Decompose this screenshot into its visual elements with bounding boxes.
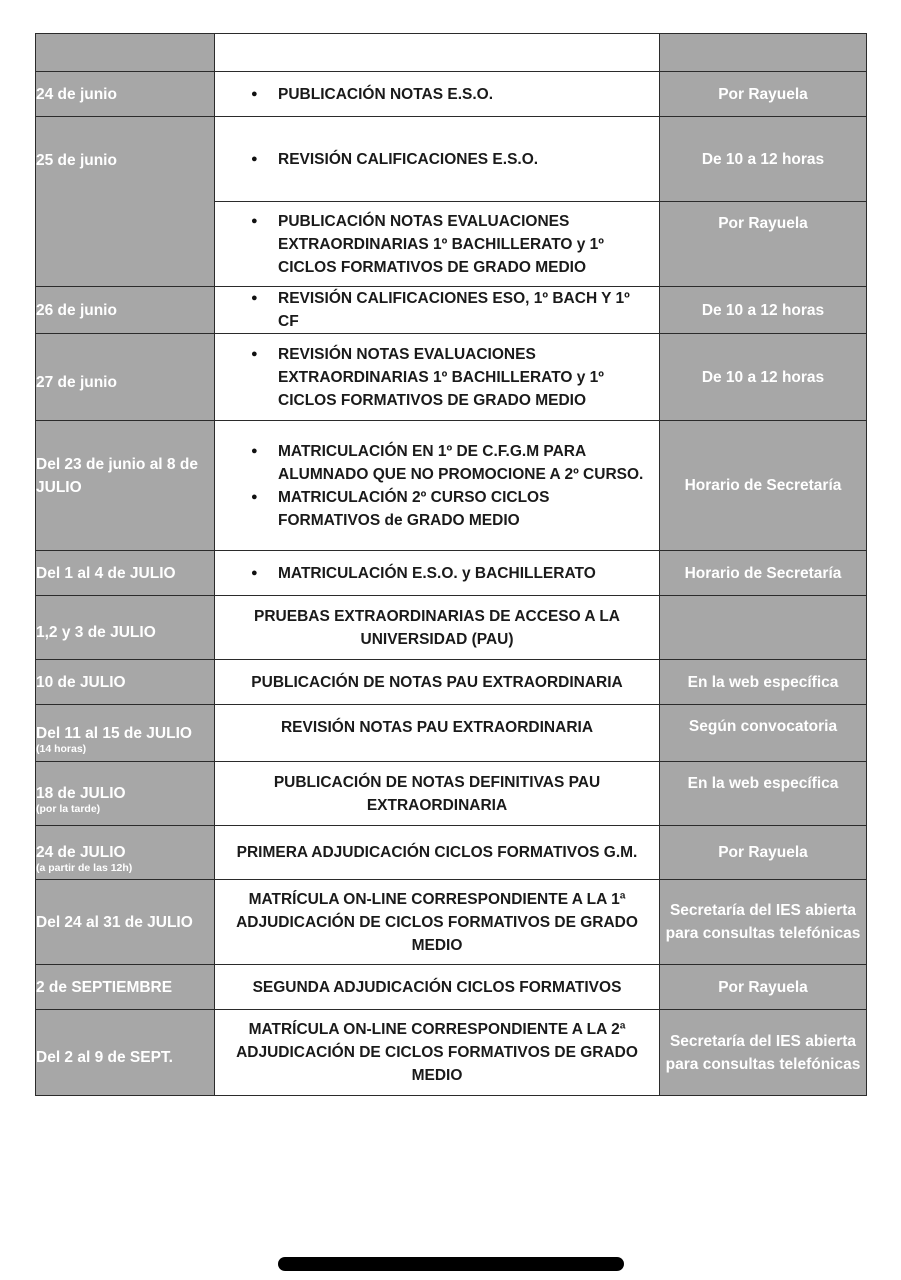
info-cell: Por Rayuela — [660, 202, 867, 287]
activity-cell: MATRÍCULA ON-LINE CORRESPONDIENTE A LA 2ª ADJUDICACIÓN DE CICLOS FORMATIVOS DE GRADO MEDIO — [215, 1010, 660, 1096]
activity-cell: REVISIÓN NOTAS PAU EXTRAORDINARIA — [215, 705, 660, 762]
list-item: ● MATRICULACIÓN 2º CURSO CICLOS FORMATIVOS de GRADO MEDIO — [278, 486, 649, 532]
activity-cell — [215, 72, 660, 117]
info-cell: Secretaría del IES abierta para consultas telefónicas — [660, 880, 867, 965]
header-cell-info — [660, 34, 867, 72]
activity-cell: SEGUNDA ADJUDICACIÓN CICLOS FORMATIVOS — [215, 965, 660, 1010]
info-cell: Horario de Secretaría — [660, 551, 867, 596]
activity-cell — [215, 117, 660, 202]
date-cell: 24 de JULIO (a partir de las 12h) — [36, 826, 215, 880]
info-cell: Según convocatoria — [660, 705, 867, 762]
activity-cell: MATRÍCULA ON-LINE CORRESPONDIENTE A LA 1ª ADJUDICACIÓN DE CICLOS FORMATIVOS DE GRADO MEDIO — [215, 880, 660, 965]
date-cell: 1,2 y 3 de JULIO — [36, 596, 215, 660]
info-cell: En la web específica — [660, 762, 867, 826]
header-cell-date — [36, 34, 215, 72]
info-cell: De 10 a 12 horas — [660, 287, 867, 334]
header-cell-activity — [215, 34, 660, 72]
list-item: ● PUBLICACIÓN NOTAS E.S.O. — [278, 83, 649, 106]
date-cell: Del 11 al 15 de JULIO (14 horas) — [36, 705, 215, 762]
table-row — [36, 72, 867, 117]
date-cell: 26 de junio — [36, 287, 215, 334]
date-cell: 27 de junio — [36, 334, 215, 421]
info-cell: En la web específica — [660, 660, 867, 705]
list-item: ● PUBLICACIÓN NOTAS EVALUACIONES EXTRAORDINARIAS 1º BACHILLERATO y 1º CICLOS FORMATIVOS DE GRADO MEDIO — [278, 210, 649, 279]
info-cell — [660, 596, 867, 660]
activity-cell — [215, 334, 660, 421]
table-row — [36, 762, 867, 826]
list-item: ● REVISIÓN NOTAS EVALUACIONES EXTRAORDINARIAS 1º BACHILLERATO y 1º CICLOS FORMATIVOS DE GRADO MEDIO — [278, 343, 649, 412]
activity-cell — [215, 421, 660, 551]
list-item: ● MATRICULACIÓN E.S.O. y BACHILLERATO — [278, 562, 649, 585]
activity-cell — [215, 287, 660, 334]
info-cell: De 10 a 12 horas — [660, 334, 867, 421]
activity-cell: PRUEBAS EXTRAORDINARIAS DE ACCESO A LA UNIVERSIDAD (PAU) — [215, 596, 660, 660]
list-item: ● MATRICULACIÓN EN 1º DE C.F.G.M PARA ALUMNADO QUE NO PROMOCIONE A 2º CURSO. — [278, 440, 649, 486]
table-row — [36, 287, 867, 334]
date-cell: Del 1 al 4 de JULIO — [36, 551, 215, 596]
date-cell: Del 24 al 31 de JULIO — [36, 880, 215, 965]
table-row — [36, 660, 867, 705]
list-item: ● REVISIÓN CALIFICACIONES E.S.O. — [278, 148, 649, 171]
table-row — [36, 880, 867, 965]
activity-cell: PRIMERA ADJUDICACIÓN CICLOS FORMATIVOS G.M. — [215, 826, 660, 880]
info-cell: Por Rayuela — [660, 826, 867, 880]
table-row — [36, 117, 867, 202]
activity-cell: PUBLICACIÓN DE NOTAS DEFINITIVAS PAU EXTRAORDINARIA — [215, 762, 660, 826]
home-indicator[interactable] — [278, 1257, 624, 1271]
table-row — [36, 596, 867, 660]
date-cell: 18 de JULIO (por la tarde) — [36, 762, 215, 826]
info-cell: De 10 a 12 horas — [660, 117, 867, 202]
activity-cell — [215, 551, 660, 596]
date-cell: 25 de junio — [36, 117, 215, 287]
date-cell: 24 de junio — [36, 72, 215, 117]
date-cell: Del 2 al 9 de SEPT. — [36, 1010, 215, 1096]
date-cell: Del 23 de junio al 8 de JULIO — [36, 421, 215, 551]
date-cell: 10 de JULIO — [36, 660, 215, 705]
activity-cell — [215, 202, 660, 287]
info-cell: Horario de Secretaría — [660, 421, 867, 551]
activity-cell: PUBLICACIÓN DE NOTAS PAU EXTRAORDINARIA — [215, 660, 660, 705]
table-row — [36, 965, 867, 1010]
table-row — [36, 421, 867, 551]
info-cell: Por Rayuela — [660, 72, 867, 117]
calendar-table — [35, 33, 867, 1096]
list-item: ● REVISIÓN CALIFICACIONES ESO, 1º BACH Y 1º CF — [278, 287, 649, 333]
table-header-row — [36, 34, 867, 72]
table-row — [36, 826, 867, 880]
table-row — [36, 334, 867, 421]
info-cell: Por Rayuela — [660, 965, 867, 1010]
table-row — [36, 1010, 867, 1096]
table-row — [36, 551, 867, 596]
table-row — [36, 705, 867, 762]
date-cell: 2 de SEPTIEMBRE — [36, 965, 215, 1010]
info-cell: Secretaría del IES abierta para consultas telefónicas — [660, 1010, 867, 1096]
